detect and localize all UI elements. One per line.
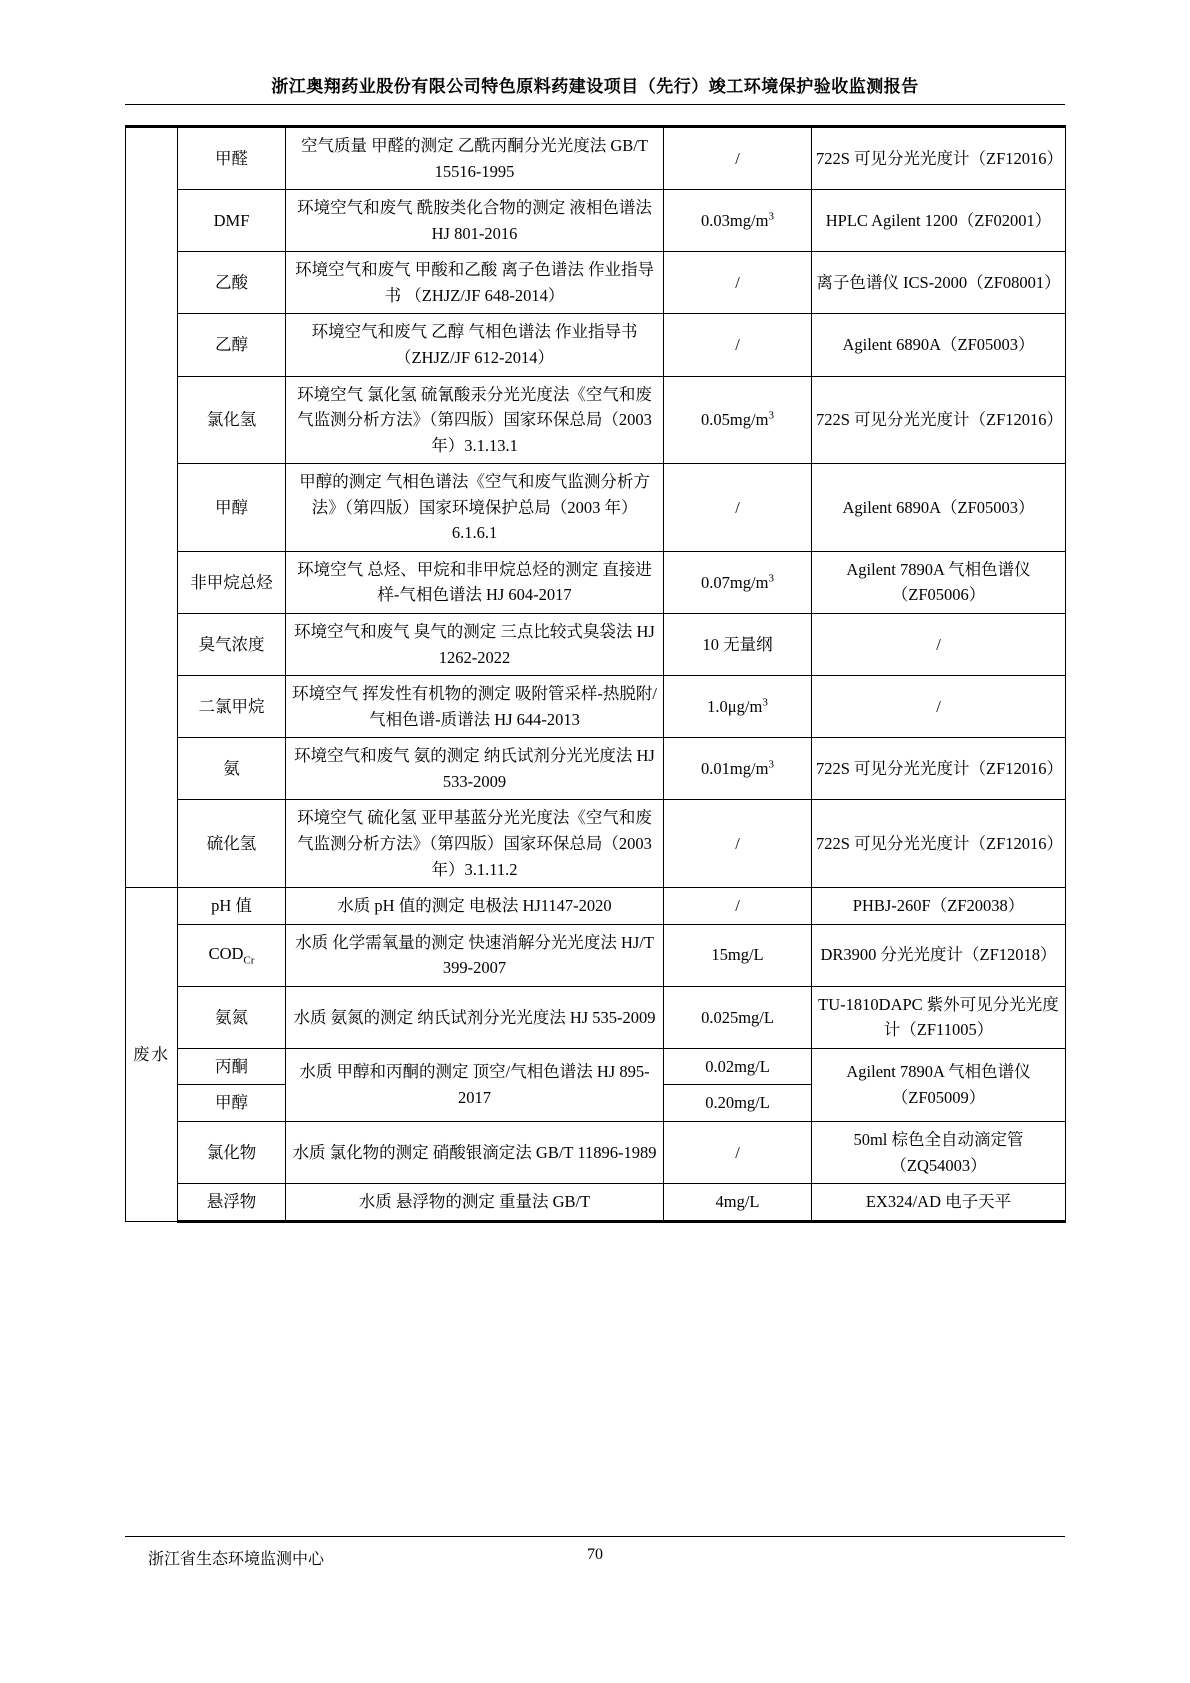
page-content <box>125 125 1065 1223</box>
method-cell: 环境空气 氯化氢 硫氰酸汞分光光度法《空气和废气监测分析方法》（第四版）国家环保总局（2003 年）3.1.13.1 <box>286 376 664 464</box>
item-cell: 非甲烷总烃 <box>178 551 286 613</box>
method-cell: 环境空气 总烃、甲烷和非甲烷总烃的测定 直接进样-气相色谱法 HJ 604-2017 <box>286 551 664 613</box>
item-cell: 甲醇 <box>178 1085 286 1122</box>
item-cell: 悬浮物 <box>178 1184 286 1222</box>
method-cell: 环境空气和废气 氨的测定 纳氏试剂分光光度法 HJ 533-2009 <box>286 738 664 800</box>
limit-cell: 4mg/L <box>664 1184 812 1222</box>
device-cell: 722S 可见分光光度计（ZF12016） <box>812 376 1066 464</box>
limit-cell: 15mg/L <box>664 924 812 986</box>
table-row <box>126 190 1066 252</box>
table-row <box>126 738 1066 800</box>
method-cell: 环境空气和废气 臭气的测定 三点比较式臭袋法 HJ 1262-2022 <box>286 614 664 676</box>
device-cell: Agilent 6890A（ZF05003） <box>812 314 1066 376</box>
item-cell: 臭气浓度 <box>178 614 286 676</box>
device-cell: 50ml 棕色全自动滴定管（ZQ54003） <box>812 1122 1066 1184</box>
item-cell: pH 值 <box>178 888 286 925</box>
limit-cell: / <box>664 464 812 552</box>
table-row <box>126 986 1066 1048</box>
item-cell: 硫化氢 <box>178 800 286 888</box>
category-cell-exhaust <box>126 127 178 888</box>
item-cell: 丙酮 <box>178 1048 286 1085</box>
item-cell: 氯化物 <box>178 1122 286 1184</box>
limit-cell: $1.0\mu g/m^3$ <box>664 676 812 738</box>
footer-organization: 浙江省生态环境监测中心 <box>148 1551 325 1568</box>
limit-cell: / <box>664 314 812 376</box>
item-cell: 乙酸 <box>178 252 286 314</box>
device-cell: Agilent 7890A 气相色谱仪（ZF05009） <box>812 1048 1066 1121</box>
limit-cell: / <box>664 800 812 888</box>
table-row <box>126 252 1066 314</box>
device-cell: 722S 可见分光光度计（ZF12016） <box>812 800 1066 888</box>
limit-cell: 0.02mg/L <box>664 1048 812 1085</box>
table-row <box>126 1122 1066 1184</box>
table-row <box>126 1048 1066 1085</box>
limit-cell: / <box>664 1122 812 1184</box>
table-row <box>126 888 1066 925</box>
table-row <box>126 800 1066 888</box>
method-cell: 水质 pH 值的测定 电极法 HJ1147-2020 <box>286 888 664 925</box>
limit-cell: / <box>664 888 812 925</box>
table-row <box>126 614 1066 676</box>
limit-cell: $0.01mg/m^3$ <box>664 738 812 800</box>
method-cell: 环境空气和废气 甲酸和乙酸 离子色谱法 作业指导书 （ZHJZ/JF 648-2014） <box>286 252 664 314</box>
item-cell: DMF <box>178 190 286 252</box>
method-cell: 环境空气和废气 乙醇 气相色谱法 作业指导书（ZHJZ/JF 612-2014） <box>286 314 664 376</box>
device-cell: EX324/AD 电子天平 <box>812 1184 1066 1222</box>
method-cell: 水质 悬浮物的测定 重量法 GB/T <box>286 1184 664 1222</box>
footer-divider <box>125 1536 1065 1537</box>
item-cell: 氯化氢 <box>178 376 286 464</box>
device-cell: PHBJ-260F（ZF20038） <box>812 888 1066 925</box>
limit-cell: / <box>664 127 812 190</box>
table-row <box>126 376 1066 464</box>
method-cell: 水质 氨氮的测定 纳氏试剂分光光度法 HJ 535-2009 <box>286 986 664 1048</box>
method-cell: 水质 甲醇和丙酮的测定 顶空/气相色谱法 HJ 895-2017 <box>286 1048 664 1121</box>
limit-cell: / <box>664 252 812 314</box>
limit-cell: 0.025mg/L <box>664 986 812 1048</box>
method-cell: 环境空气 硫化氢 亚甲基蓝分光光度法《空气和废气监测分析方法》（第四版）国家环保总局（2003 年）3.1.11.2 <box>286 800 664 888</box>
page-header: 浙江奥翔药业股份有限公司特色原料药建设项目（先行）竣工环境保护验收监测报告 <box>271 77 919 96</box>
device-cell: HPLC Agilent 1200（ZF02001） <box>812 190 1066 252</box>
device-cell: DR3900 分光光度计（ZF12018） <box>812 924 1066 986</box>
footer-page-number: 70 <box>587 1546 603 1563</box>
device-cell: / <box>812 676 1066 738</box>
table-row <box>126 314 1066 376</box>
item-cell: 二氯甲烷 <box>178 676 286 738</box>
device-cell: 722S 可见分光光度计（ZF12016） <box>812 738 1066 800</box>
method-cell: 空气质量 甲醛的测定 乙酰丙酮分光光度法 GB/T 15516-1995 <box>286 127 664 190</box>
device-cell: 离子色谱仪 ICS-2000（ZF08001） <box>812 252 1066 314</box>
table-row <box>126 924 1066 986</box>
table-row <box>126 464 1066 552</box>
method-cell: 环境空气和废气 酰胺类化合物的测定 液相色谱法 HJ 801-2016 <box>286 190 664 252</box>
header-divider <box>125 104 1065 105</box>
table-row <box>126 127 1066 190</box>
item-cell: 甲醛 <box>178 127 286 190</box>
table-row <box>126 1184 1066 1222</box>
item-cell: 乙醇 <box>178 314 286 376</box>
item-cell: 氨氮 <box>178 986 286 1048</box>
limit-cell: 0.20mg/L <box>664 1085 812 1122</box>
method-cell: 水质 氯化物的测定 硝酸银滴定法 GB/T 11896-1989 <box>286 1122 664 1184</box>
item-cell: $COD_{Cr}$ <box>178 924 286 986</box>
device-cell: / <box>812 614 1066 676</box>
limit-cell: $0.03mg/m^3$ <box>664 190 812 252</box>
item-cell: 氨 <box>178 738 286 800</box>
limit-cell: $0.05mg/m^3$ <box>664 376 812 464</box>
category-cell-wastewater: 废水 <box>126 888 178 1222</box>
device-cell: Agilent 6890A（ZF05003） <box>812 464 1066 552</box>
monitoring-methods-table <box>125 125 1066 1223</box>
method-cell: 水质 化学需氧量的测定 快速消解分光光度法 HJ/T 399-2007 <box>286 924 664 986</box>
method-cell: 环境空气 挥发性有机物的测定 吸附管采样-热脱附/气相色谱-质谱法 HJ 644-2013 <box>286 676 664 738</box>
limit-cell: $0.07mg/m^3$ <box>664 551 812 613</box>
method-cell: 甲醇的测定 气相色谱法《空气和废气监测分析方法》（第四版）国家环境保护总局（2003 年）6.1.6.1 <box>286 464 664 552</box>
item-cell: 甲醇 <box>178 464 286 552</box>
device-cell: 722S 可见分光光度计（ZF12016） <box>812 127 1066 190</box>
device-cell: Agilent 7890A 气相色谱仪（ZF05006） <box>812 551 1066 613</box>
table-row <box>126 676 1066 738</box>
device-cell: TU-1810DAPC 紫外可见分光光度计（ZF11005） <box>812 986 1066 1048</box>
limit-cell: 10 无量纲 <box>664 614 812 676</box>
table-row <box>126 551 1066 613</box>
